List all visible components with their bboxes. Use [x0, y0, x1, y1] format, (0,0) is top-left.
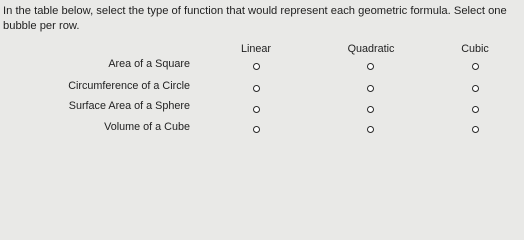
column-header-cubic: Cubic [461, 43, 489, 55]
radio-linear[interactable] [253, 85, 260, 92]
radio-quadratic[interactable] [367, 106, 374, 113]
radio-cubic[interactable] [472, 106, 479, 113]
radio-cubic[interactable] [472, 63, 479, 70]
row-label: Surface Area of a Sphere [68, 100, 190, 112]
column-header-linear: Linear [240, 43, 272, 55]
radio-linear[interactable] [253, 63, 260, 70]
row-label: Circumference of a Circle [68, 80, 190, 92]
radio-quadratic[interactable] [367, 126, 374, 133]
column-header-quadratic: Quadratic [347, 43, 395, 55]
radio-quadratic[interactable] [367, 63, 374, 70]
radio-linear[interactable] [253, 126, 260, 133]
radio-quadratic[interactable] [367, 85, 374, 92]
radio-linear[interactable] [253, 106, 260, 113]
question-instructions: In the table below, select the type of function that would represent each geometric formula. Select one bubble per row. [3, 5, 507, 32]
radio-cubic[interactable] [472, 85, 479, 92]
row-label: Area of a Square [108, 58, 190, 70]
row-label: Volume of a Cube [104, 121, 190, 133]
radio-cubic[interactable] [472, 126, 479, 133]
